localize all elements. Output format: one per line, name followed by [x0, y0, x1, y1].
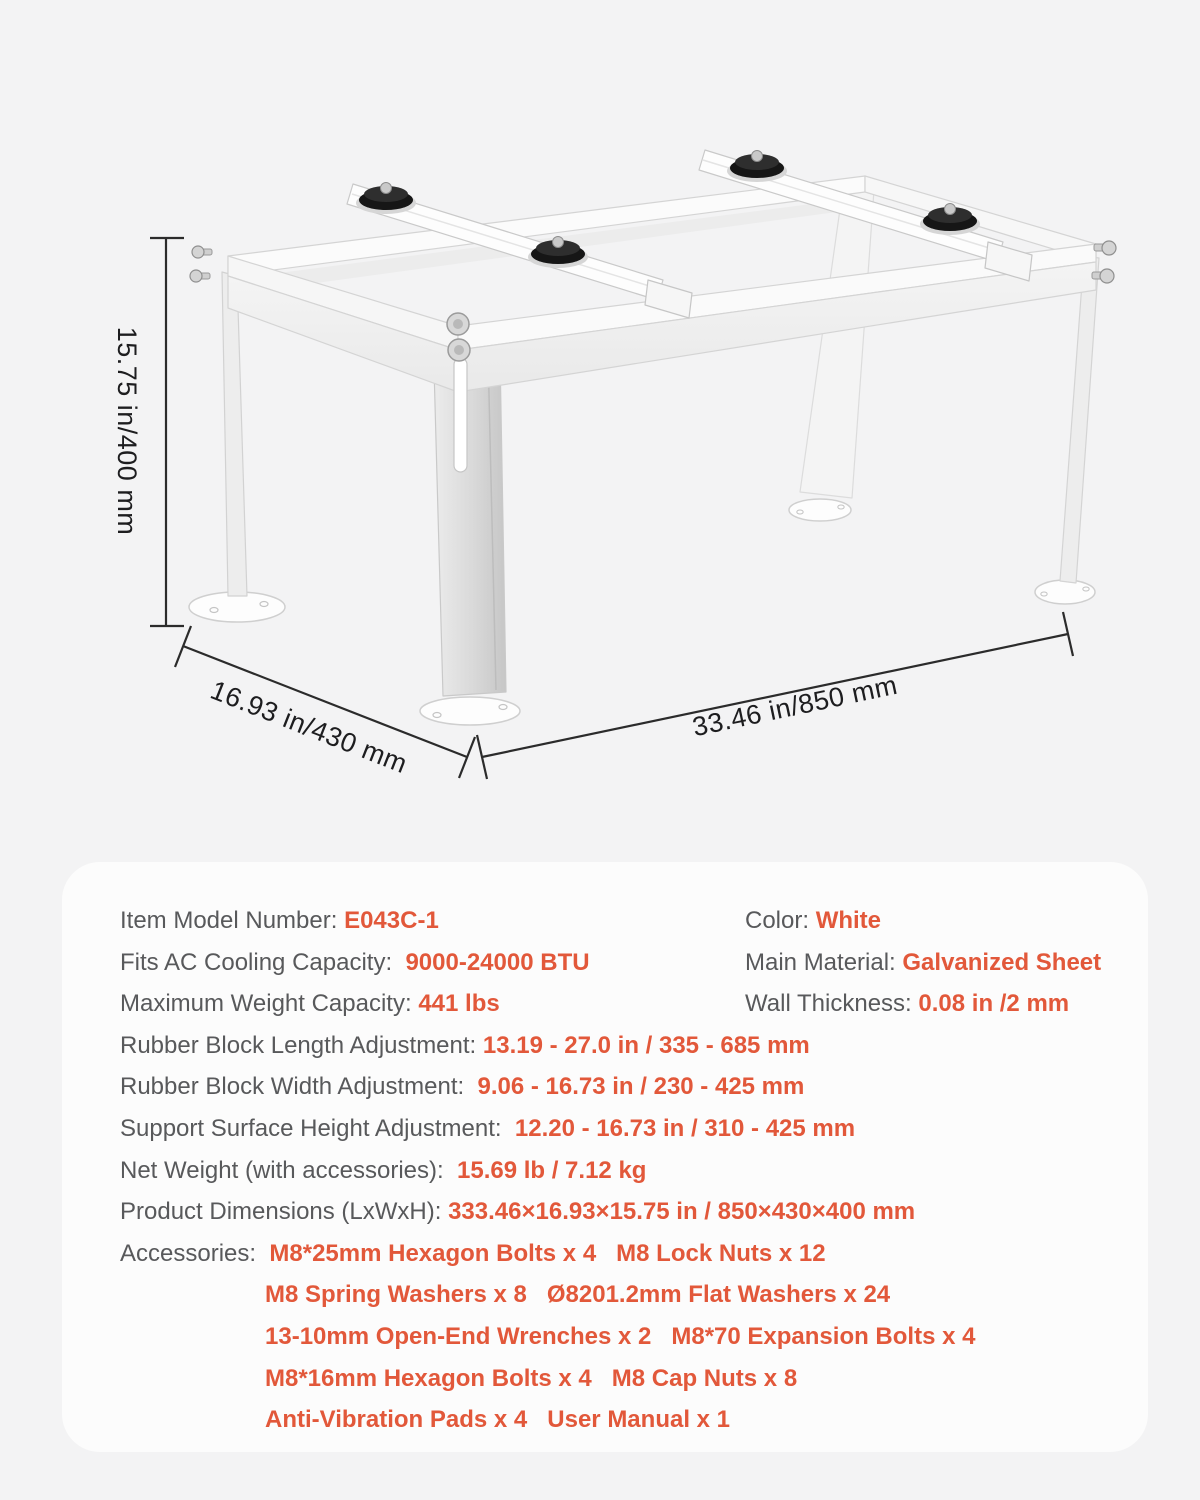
- spec-label: Support Surface Height Adjustment:: [120, 1114, 515, 1142]
- leg-back-right: [800, 188, 874, 498]
- spec-label: Net Weight (with accessories):: [120, 1156, 457, 1184]
- rubber-stud: [727, 151, 787, 183]
- spec-value: M8 Spring Washers x 8 Ø8201.2mm Flat Washers x 24: [265, 1281, 891, 1309]
- spec-row: [62, 1233, 1148, 1275]
- spec-value: 13.19 - 27.0 in / 335 - 685 mm: [482, 1031, 810, 1059]
- spec-row: [62, 1399, 1148, 1441]
- foot-front-left: [420, 697, 520, 725]
- spec-label: Maximum Weight Capacity:: [120, 990, 419, 1018]
- spec-label: Color:: [745, 907, 816, 934]
- spec-value: 15.69 lb / 7.12 kg: [457, 1156, 647, 1184]
- spec-label: Item Model Number:: [120, 907, 345, 934]
- spec-rows: [62, 862, 1148, 1441]
- spec-value: 9.06 - 16.73 in / 230 - 425 mm: [477, 1073, 805, 1101]
- depth-dimension-label: 16.93 in/430 mm: [206, 674, 412, 780]
- spec-value: 12.20 - 16.73 in / 310 - 425 mm: [514, 1114, 856, 1142]
- spec-label: Wall Thickness:: [745, 990, 919, 1018]
- spec-row: [62, 1358, 1148, 1400]
- spec-value: M8*16mm Hexagon Bolts x 4 M8 Cap Nuts x 8: [265, 1364, 798, 1392]
- spec-value: 441 lbs: [418, 990, 500, 1018]
- spec-row: [62, 983, 1148, 1025]
- spec-label: Main Material:: [745, 948, 903, 976]
- spec-value: White: [815, 907, 882, 934]
- spec-row: [62, 1150, 1148, 1192]
- spec-row: [62, 1025, 1148, 1067]
- width-dimension-label: 33.46 in/850 mm: [689, 669, 901, 743]
- spec-row: [62, 1274, 1148, 1316]
- spec-row: [62, 900, 1148, 942]
- spec-label: Rubber Block Width Adjustment:: [120, 1073, 478, 1101]
- stand-frame-and-legs: [189, 150, 1116, 725]
- spec-label: Product Dimensions (LxWxH):: [120, 1198, 449, 1226]
- spec-row: [62, 1191, 1148, 1233]
- leg-front-right: [1060, 256, 1099, 583]
- height-dimension-label: 15.75 in/400 mm: [112, 326, 142, 536]
- leg-adjustment-slot: [454, 358, 467, 472]
- spec-value: 0.08 in /2 mm: [918, 990, 1070, 1018]
- spec-label: Rubber Block Length Adjustment:: [120, 1031, 483, 1059]
- height-dimension: [150, 238, 184, 626]
- leg-back-left: [222, 272, 247, 596]
- spec-row: [62, 942, 1148, 984]
- spec-row: [62, 1108, 1148, 1150]
- spec-value: 13-10mm Open-End Wrenches x 2 M8*70 Expansion Bolts x 4: [265, 1322, 976, 1350]
- spec-value: 333.46×16.93×15.75 in / 850×430×400 mm: [448, 1198, 916, 1226]
- spec-value: Anti-Vibration Pads x 4 User Manual x 1: [265, 1406, 731, 1434]
- spec-value: Galvanized Sheet: [902, 948, 1102, 976]
- foot-front-right: [1035, 580, 1095, 604]
- spec-row: [62, 1316, 1148, 1358]
- spec-value: 9000-24000 BTU: [405, 948, 590, 976]
- spec-panel: [62, 862, 1148, 1452]
- spec-value: E043C-1: [344, 907, 439, 934]
- spec-row: [62, 1066, 1148, 1108]
- spec-label: Accessories:: [120, 1239, 270, 1267]
- spec-value: M8*25mm Hexagon Bolts x 4 M8 Lock Nuts x 12: [269, 1239, 826, 1267]
- foot-back-right: [789, 499, 851, 521]
- spec-label: Fits AC Cooling Capacity:: [120, 948, 406, 976]
